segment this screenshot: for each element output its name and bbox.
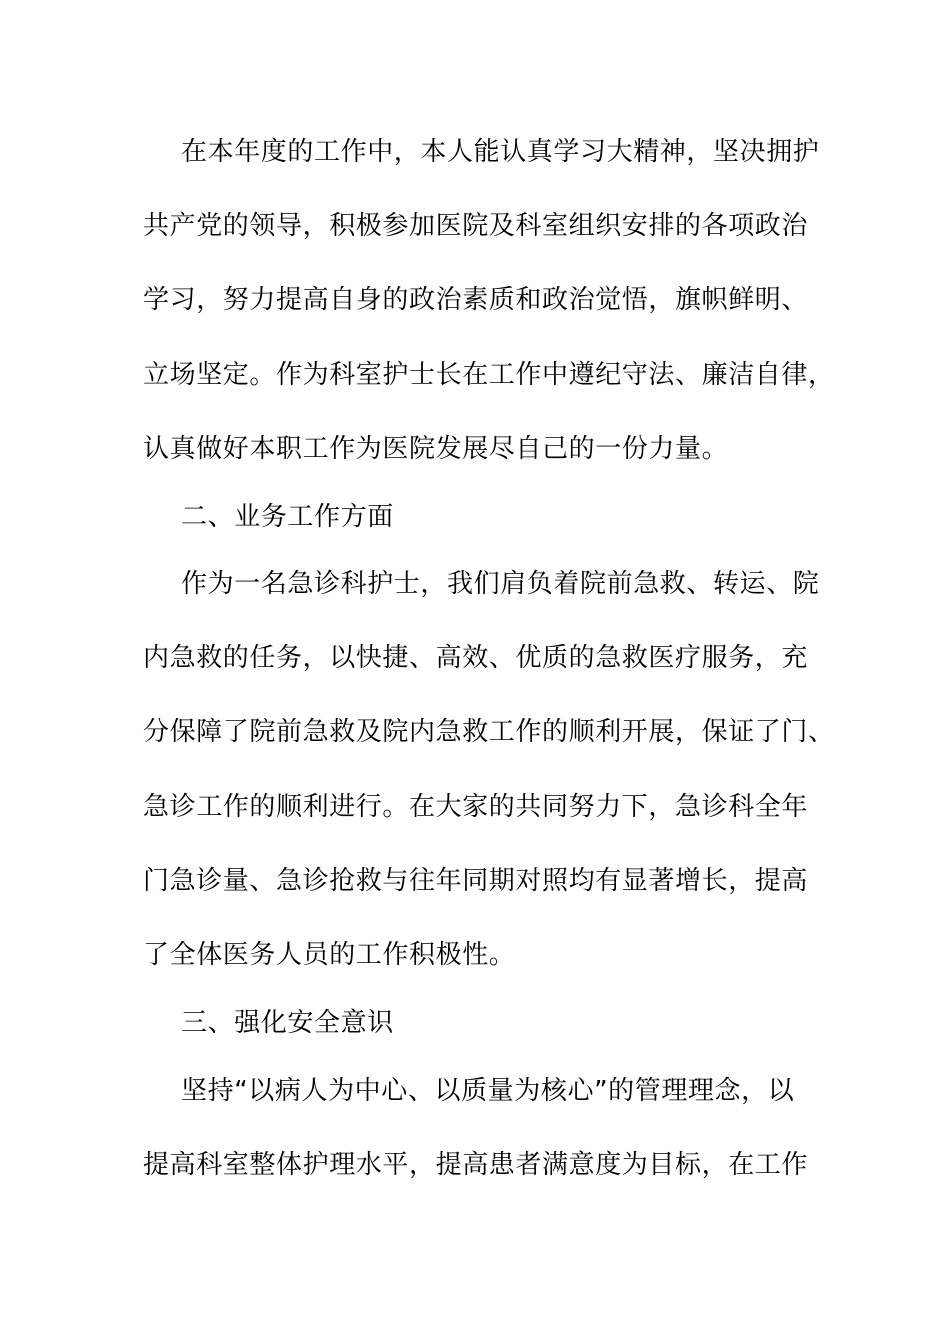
paragraph-line: 急诊工作的顺利进行。在大家的共同努力下，急诊科全年 xyxy=(143,792,809,822)
paragraph-line: 作为一名急诊科护士，我们肩负着院前急救、转运、院 xyxy=(181,569,820,599)
paragraph-line: 提高科室整体护理水平，提高患者满意度为目标，在工作 xyxy=(143,1150,809,1180)
paragraph-line: 学习，努力提高自身的政治素质和政治觉悟，旗帜鲜明、 xyxy=(143,285,809,315)
paragraph-line: 门急诊量、急诊抢救与往年同期对照均有显著增长，提高 xyxy=(143,866,809,896)
paragraph-line: 坚持“以病人为中心、以质量为核心”的管理理念，以 xyxy=(181,1076,795,1106)
paragraph-line: 分保障了院前急救及院内急救工作的顺利开展，保证了门、 xyxy=(143,717,835,747)
paragraph-line: 认真做好本职工作为医院发展尽自己的一份力量。 xyxy=(143,434,729,464)
section-heading: 三、强化安全意识 xyxy=(181,1008,394,1038)
section-heading: 二、业务工作方面 xyxy=(181,502,394,532)
paragraph-line: 了全体医务人员的工作积极性。 xyxy=(143,940,516,970)
paragraph-line: 立场坚定。作为科室护士长在工作中遵纪守法、廉洁自律， xyxy=(143,360,835,390)
paragraph-line: 在本年度的工作中，本人能认真学习大精神，坚决拥护 xyxy=(181,137,820,167)
paragraph-line: 内急救的任务，以快捷、高效、优质的急救医疗服务，充 xyxy=(143,643,809,673)
paragraph-line: 共产党的领导，积极参加医院及科室组织安排的各项政治 xyxy=(143,211,809,241)
